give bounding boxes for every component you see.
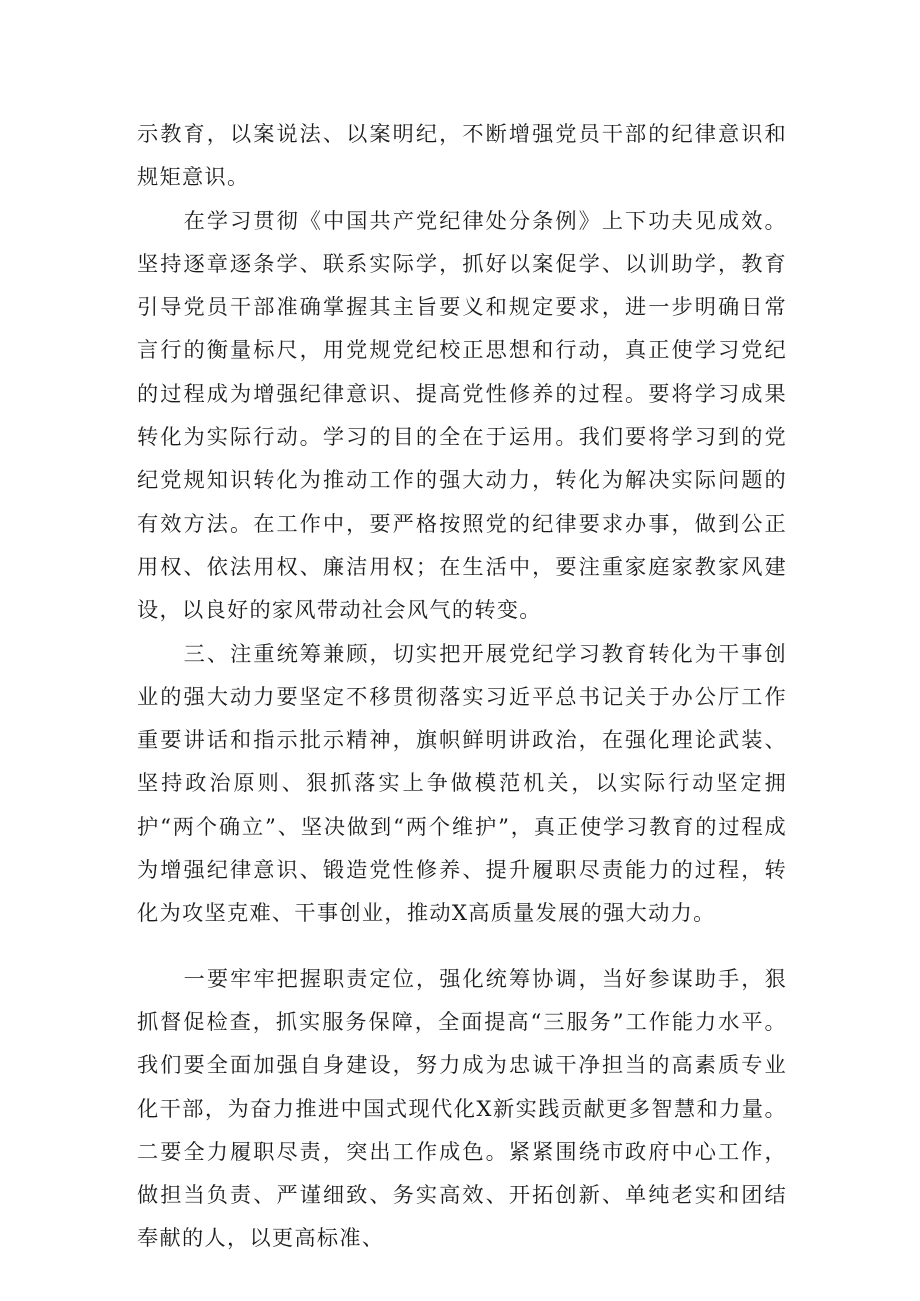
paragraph-party-discipline-study: 在学习贯彻《中国共产党纪律处分条例》上下功夫见成效。坚持逐章逐条学、联系实际学，抓好以案促学、以训助学，教育引导党员干部准确掌握其主旨要义和规定要求，进一步明确日常言行的衡量标尺，用党规党纪校正思想和行动，真正使学习党纪的过程成为增强纪律意识、提高党性修养的过程。要将学习成果转化为实际行动。学习的目的全在于运用。我们要将学习到的党纪党规知识转化为推动工作的强大动力，转化为解决实际问题的有效方法。在工作中，要严格按照党的纪律要求办事，做到公正用权、依法用权、廉洁用权；在生活中，要注重家庭家教家风建设，以良好的家风带动社会风气的转变。	[137, 207, 787, 623]
paragraph-continuation: 示教育，以案说法、以案明纪，不断增强党员干部的纪律意识和规矩意识。	[137, 121, 787, 190]
paragraph-section-three: 三、注重统筹兼顾，切实把开展党纪学习教育转化为干事创业的强大动力要坚定不移贯彻落实习近平总书记关于办公厅工作重要讲话和指示批示精神，旗帜鲜明讲政治，在强化理论武装、坚持政治原则、狠抓落实上争做模范机关，以实际行动坚定拥护“两个确立”、坚决做到“两个维护”，真正使学习教育的过程成为增强纪律意识、锻造党性修养、提升履职尽责能力的过程，转化为攻坚克难、干事创业，推动X高质量发展的强大动力。	[137, 640, 787, 926]
paragraph-duties: 一要牢牢把握职责定位，强化统筹协调，当好参谋助手，狠抓督促检查，抓实服务保障，全面提高“三服务”工作能力水平。我们要全面加强自身建设，努力成为忠诚干净担当的高素质专业化干部，为奋力推进中国式现代化X新实践贡献更多智慧和力量。二要全力履职尽责，突出工作成色。紧紧围绕市政府中心工作，做担当负责、严谨细致、务实高效、开拓创新、单纯老实和团结奉献的人，以更高标准、	[137, 965, 787, 1251]
document-body	[137, 112, 787, 1260]
